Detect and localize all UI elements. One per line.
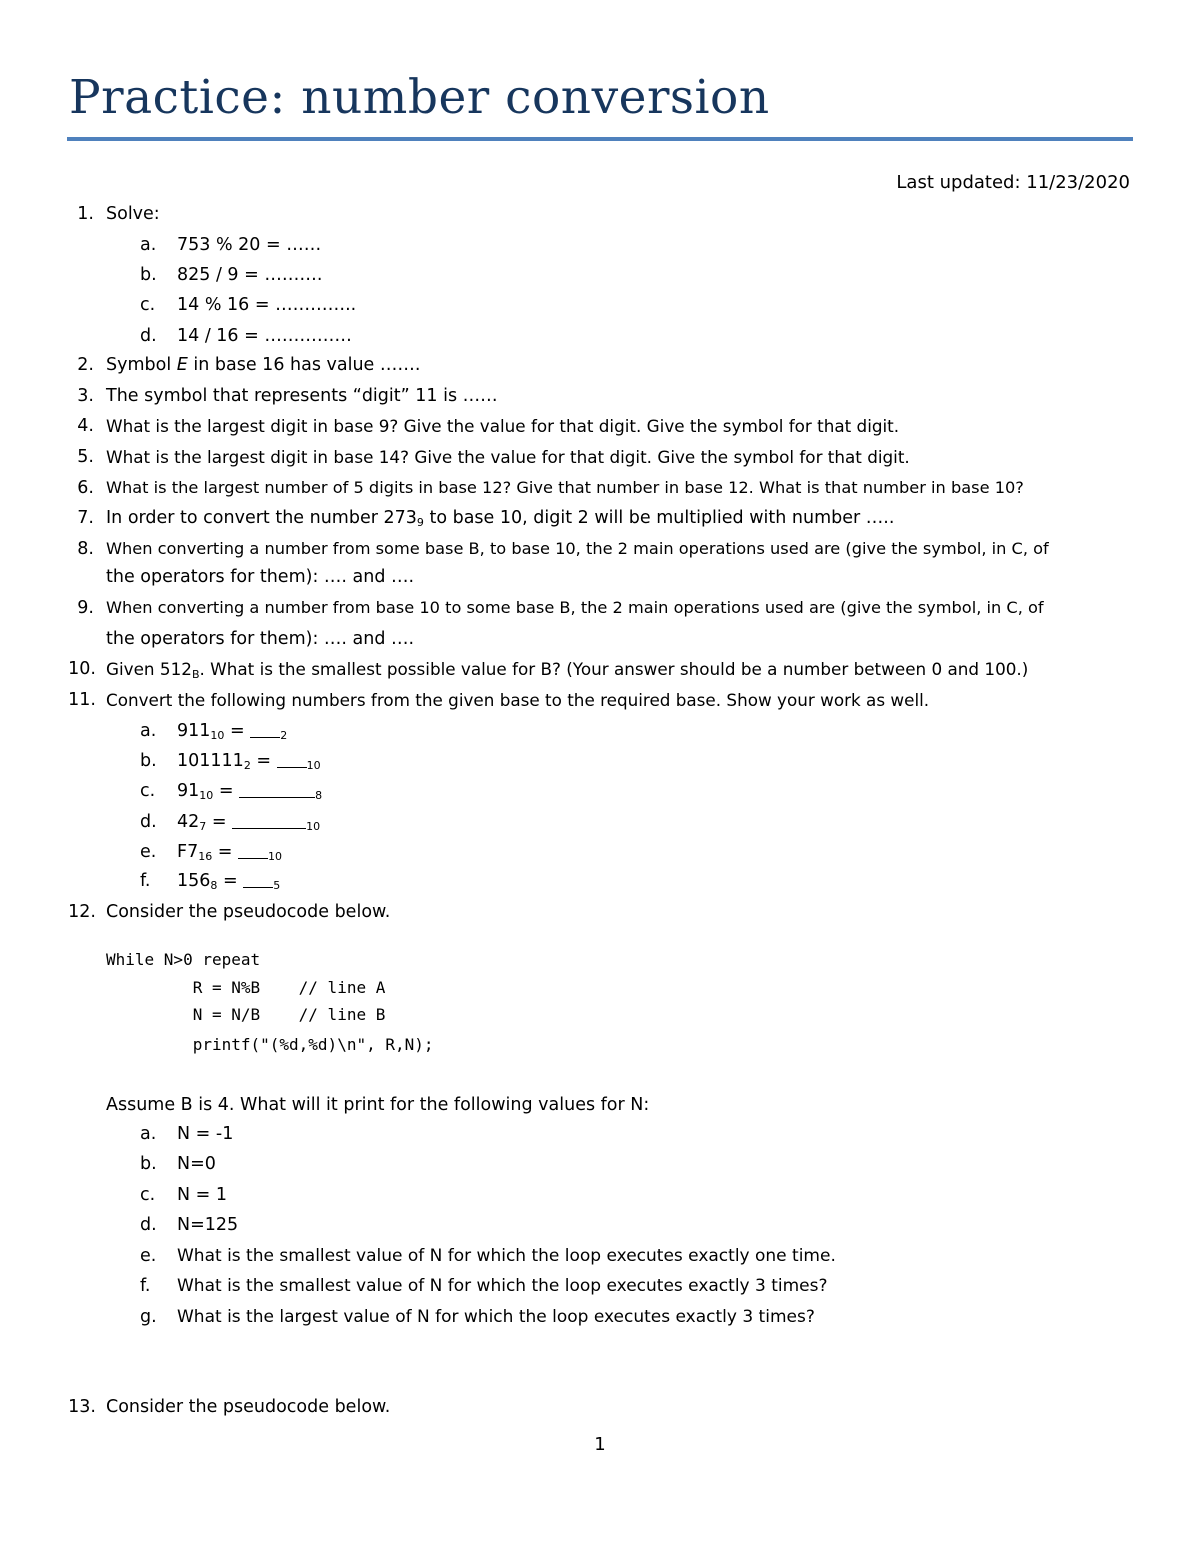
- item-letter: f.: [140, 1276, 151, 1296]
- question-text-line1: When converting a number from some base B, to base 10, the 2 main operations used are (give the symbol, in C, of: [106, 539, 1049, 558]
- question-text-line2: the operators for them): …. and ….: [106, 629, 415, 649]
- item-text: 14 % 16 = …………..: [177, 295, 357, 315]
- equals: =: [206, 812, 233, 832]
- answer-blank: [239, 783, 315, 798]
- conversion-expression: [177, 840, 282, 869]
- text-part: to base 10, digit 2 will be multiplied with number …..: [423, 508, 895, 528]
- symbol-italic: E: [176, 355, 188, 375]
- question-text: Convert the following numbers from the given base to the required base. Show your work as well.: [106, 690, 930, 710]
- number: 42: [177, 812, 200, 832]
- conversion-expression: [177, 869, 280, 898]
- page-number: 1: [594, 1434, 606, 1455]
- item-letter: c.: [140, 295, 156, 315]
- item-text: N=125: [177, 1215, 239, 1235]
- item-letter: d.: [140, 326, 157, 346]
- last-updated: Last updated: 11/23/2020: [896, 172, 1130, 193]
- answer-blank: [243, 873, 273, 888]
- equals: =: [250, 751, 277, 771]
- from-base: 2: [243, 759, 251, 772]
- code-line: While N>0 repeat: [106, 950, 261, 969]
- code-line: printf("(%d,%d)\n", R,N);: [106, 1035, 434, 1054]
- question-number: 10.: [68, 659, 96, 679]
- question-number: 9.: [77, 598, 94, 618]
- text-part: In order to convert the number 273: [106, 508, 417, 528]
- equals: =: [217, 871, 244, 891]
- equals: =: [212, 842, 238, 862]
- conversion-expression: [177, 810, 320, 839]
- question-text: What is the largest digit in base 9? Give the value for that digit. Give the symbol for that digit.: [106, 416, 900, 436]
- base-subscript: 9: [416, 516, 424, 529]
- number: F7: [177, 842, 199, 862]
- item-letter: d.: [140, 1215, 157, 1235]
- item-letter: e.: [140, 842, 157, 862]
- answer-blank: [232, 814, 306, 829]
- item-letter: b.: [140, 751, 157, 771]
- item-letter: c.: [140, 781, 156, 801]
- question-text: Consider the pseudocode below.: [106, 1397, 391, 1417]
- number: 101111: [177, 751, 244, 771]
- item-letter: b.: [140, 1154, 157, 1174]
- number: 911: [177, 721, 211, 741]
- page-title: Practice: number conversion: [69, 70, 770, 125]
- equals: =: [213, 781, 240, 801]
- to-base: 10: [306, 759, 321, 772]
- conversion-expression: [177, 719, 287, 748]
- title-underline: [67, 137, 1133, 141]
- question-number: 12.: [68, 902, 96, 922]
- conversion-expression: [177, 749, 321, 778]
- item-text: N = -1: [177, 1124, 234, 1144]
- text-part: . What is the smallest possible value for B? (Your answer should be a number between 0 and 100.): [199, 659, 1029, 679]
- question-number: 5.: [77, 447, 94, 467]
- answer-blank: [238, 844, 268, 859]
- question-text: What is the largest digit in base 14? Give the value for that digit. Give the symbol for that digit.: [106, 447, 910, 467]
- item-letter: a.: [140, 721, 157, 741]
- text-part: Given 512: [106, 659, 192, 679]
- question-number: 1.: [77, 204, 94, 224]
- question-text: [106, 353, 420, 377]
- base-subscript: B: [191, 668, 200, 681]
- question-text: The symbol that represents “digit” 11 is ……: [106, 386, 498, 406]
- to-base: 10: [268, 850, 282, 863]
- from-base: 7: [199, 820, 207, 833]
- item-text: N = 1: [177, 1185, 228, 1205]
- equals: =: [224, 721, 251, 741]
- item-text: 753 % 20 = ……: [177, 235, 322, 255]
- item-text: 14 / 16 = ……………: [177, 326, 352, 346]
- from-base: 10: [199, 789, 214, 802]
- question-number: 11.: [68, 690, 96, 710]
- question-text-line2: the operators for them): …. and ….: [106, 567, 415, 587]
- text-part: Symbol: [106, 355, 177, 375]
- item-letter: c.: [140, 1185, 156, 1205]
- question-text: [106, 506, 894, 535]
- conversion-expression: [177, 779, 322, 808]
- to-base: 5: [273, 879, 281, 892]
- from-base: 10: [210, 729, 225, 742]
- item-text: 825 / 9 = ……….: [177, 265, 323, 285]
- code-line: N = N/B // line B: [106, 1005, 386, 1024]
- item-letter: b.: [140, 265, 157, 285]
- item-letter: a.: [140, 1124, 157, 1144]
- item-text: What is the smallest value of N for which the loop executes exactly one time.: [177, 1246, 836, 1266]
- assume-text: Assume B is 4. What will it print for the following values for N:: [106, 1095, 650, 1115]
- to-base: 2: [280, 729, 288, 742]
- question-text-line1: When converting a number from base 10 to some base B, the 2 main operations used are (give the symbol, in C, of: [106, 598, 1044, 617]
- item-text: What is the smallest value of N for which the loop executes exactly 3 times?: [177, 1276, 828, 1296]
- to-base: 8: [315, 789, 323, 802]
- question-number: 4.: [77, 416, 94, 436]
- question-number: 6.: [77, 478, 94, 498]
- item-letter: a.: [140, 235, 157, 255]
- to-base: 10: [306, 820, 321, 833]
- item-text: What is the largest value of N for which the loop executes exactly 3 times?: [177, 1307, 815, 1327]
- answer-blank: [250, 723, 280, 738]
- question-text: Consider the pseudocode below.: [106, 902, 391, 922]
- question-number: 13.: [68, 1397, 96, 1417]
- question-text: [106, 657, 1028, 687]
- from-base: 8: [210, 879, 218, 892]
- question-number: 8.: [77, 539, 94, 559]
- answer-blank: [277, 753, 307, 768]
- number: 91: [177, 781, 200, 801]
- item-letter: d.: [140, 812, 157, 832]
- question-number: 3.: [77, 386, 94, 406]
- question-text: Solve:: [106, 204, 160, 224]
- item-letter: f.: [140, 871, 151, 891]
- item-letter: g.: [140, 1307, 157, 1327]
- question-text: What is the largest number of 5 digits in base 12? Give that number in base 12. What is that number in base 10?: [106, 478, 1024, 497]
- code-line: R = N%B // line A: [106, 978, 386, 997]
- question-number: 2.: [77, 355, 94, 375]
- text-part: in base 16 has value …….: [187, 355, 421, 375]
- from-base: 16: [198, 850, 213, 863]
- item-letter: e.: [140, 1246, 157, 1266]
- number: 156: [177, 871, 211, 891]
- question-number: 7.: [77, 508, 94, 528]
- item-text: N=0: [177, 1154, 216, 1174]
